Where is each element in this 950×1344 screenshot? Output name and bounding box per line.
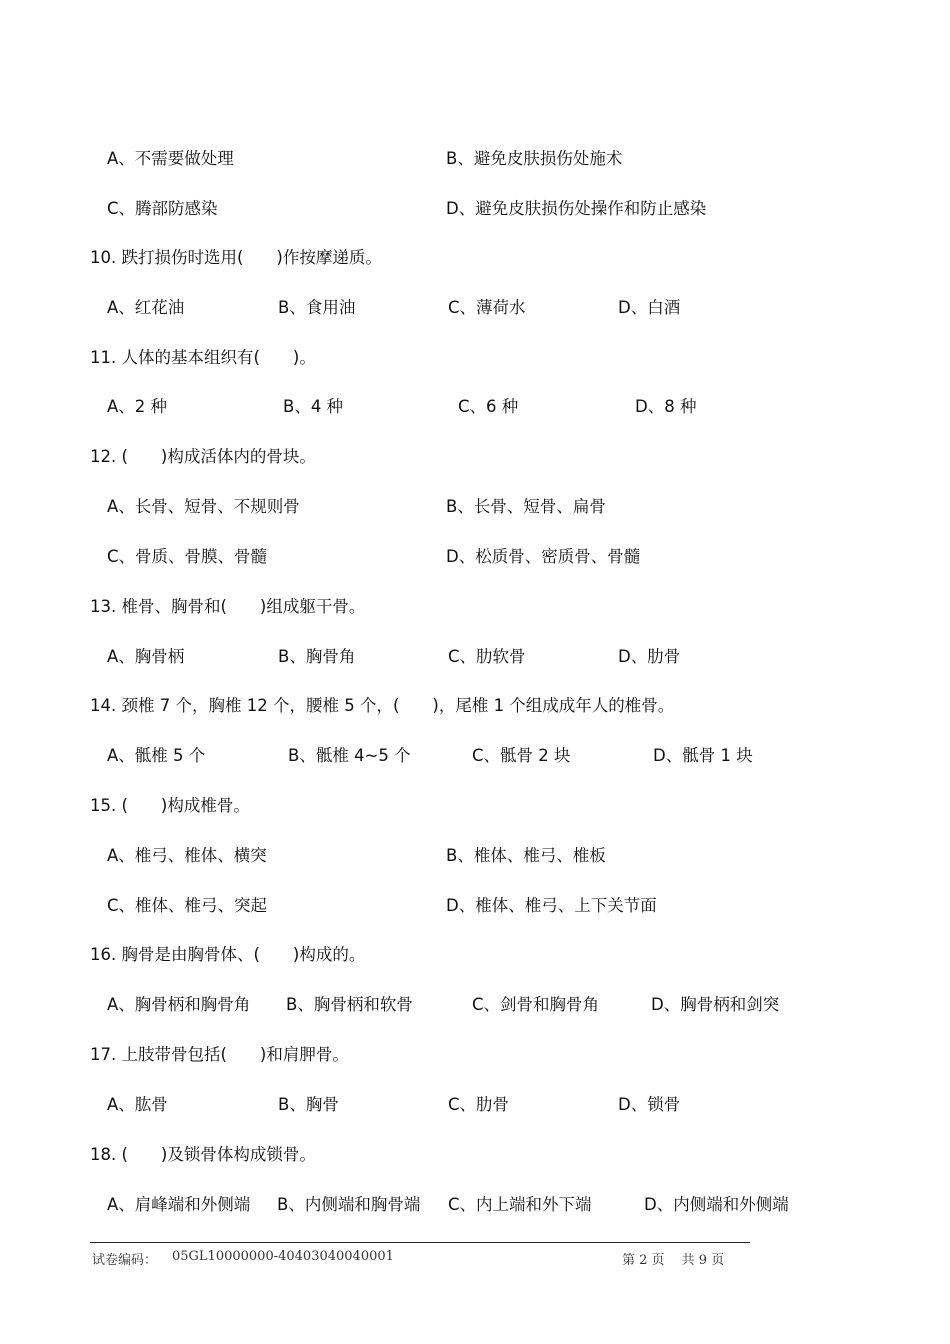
q15-option-c: C、椎体、椎弓、突起: [107, 896, 268, 915]
q18-option-a: A、肩峰端和外侧端: [107, 1195, 251, 1214]
page-number: 第 2 页 共 9 页: [622, 1253, 725, 1268]
q12-option-a: A、长骨、短骨、不规则骨: [107, 497, 300, 516]
q9-option-c: C、腾部防感染: [107, 199, 218, 218]
q12-option-c: C、骨质、骨膜、骨髓: [107, 547, 268, 566]
q9-option-b: B、避免皮肤损伤处施术: [446, 149, 623, 168]
q13-option-c: C、肋软骨: [448, 647, 526, 666]
q14-option-a: A、骶椎 5 个: [107, 746, 206, 765]
exam-code-value: 05GL10000000-40403040040001: [172, 1249, 394, 1264]
footer-divider: [90, 1242, 750, 1243]
q9-option-a: A、不需要做处理: [107, 149, 234, 168]
q17-option-b: B、胸骨: [278, 1095, 339, 1114]
question-13-stem: 13. 椎骨、胸骨和( )组成躯干骨。: [90, 597, 366, 616]
question-15-stem: 15. ( )构成椎骨。: [90, 796, 250, 815]
q15-option-a: A、椎弓、椎体、横突: [107, 846, 267, 865]
q11-option-a: A、2 种: [107, 397, 168, 416]
exam-code-label: 试卷编码：: [92, 1253, 158, 1268]
q18-option-c: C、内上端和外下端: [448, 1195, 592, 1214]
q17-option-d: D、锁骨: [618, 1095, 681, 1114]
q12-option-d: D、松质骨、密质骨、骨髓: [446, 547, 641, 566]
q14-option-b: B、骶椎 4~5 个: [288, 746, 411, 765]
q9-option-d: D、避免皮肤损伤处操作和防止感染: [446, 199, 707, 218]
q10-option-d: D、白酒: [618, 298, 681, 317]
q18-option-d: D、内侧端和外侧端: [644, 1195, 789, 1214]
q10-option-b: B、食用油: [278, 298, 356, 317]
question-12-stem: 12. ( )构成活体内的骨块。: [90, 447, 316, 466]
q11-option-d: D、8 种: [635, 397, 697, 416]
question-10-stem: 10. 跌打损伤时选用( )作按摩递质。: [90, 248, 382, 267]
question-17-stem: 17. 上肢带骨包括( )和肩胛骨。: [90, 1045, 349, 1064]
q12-option-b: B、长骨、短骨、扁骨: [446, 497, 606, 516]
q15-option-d: D、椎体、椎弓、上下关节面: [446, 896, 657, 915]
q13-option-b: B、胸骨角: [278, 647, 356, 666]
q10-option-c: C、薄荷水: [448, 298, 526, 317]
q10-option-a: A、红花油: [107, 298, 185, 317]
q18-option-b: B、内侧端和胸骨端: [277, 1195, 421, 1214]
q11-option-c: C、6 种: [458, 397, 519, 416]
q16-option-c: C、剑骨和胸骨角: [472, 995, 600, 1014]
q14-option-d: D、骶骨 1 块: [653, 746, 753, 765]
q17-option-c: C、肋骨: [448, 1095, 510, 1114]
q14-option-c: C、骶骨 2 块: [472, 746, 571, 765]
q16-option-a: A、胸骨柄和胸骨角: [107, 995, 251, 1014]
q16-option-d: D、胸骨柄和剑突: [651, 995, 780, 1014]
q13-option-a: A、胸骨柄: [107, 647, 185, 666]
q17-option-a: A、肱骨: [107, 1095, 168, 1114]
q13-option-d: D、肋骨: [618, 647, 681, 666]
q15-option-b: B、椎体、椎弓、椎板: [446, 846, 606, 865]
q16-option-b: B、胸骨柄和软骨: [286, 995, 413, 1014]
question-18-stem: 18. ( )及锁骨体构成锁骨。: [90, 1145, 316, 1164]
q11-option-b: B、4 种: [283, 397, 344, 416]
question-14-stem: 14. 颈椎 7 个，胸椎 12 个，腰椎 5 个，( )，尾椎 1 个组成成年人的椎骨。: [90, 696, 675, 715]
question-11-stem: 11. 人体的基本组织有( )。: [90, 348, 316, 367]
question-16-stem: 16. 胸骨是由胸骨体、( )构成的。: [90, 945, 366, 964]
